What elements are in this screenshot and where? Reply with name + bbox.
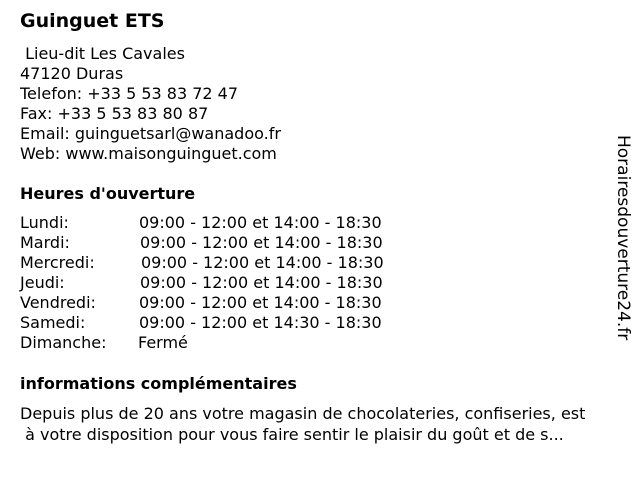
info-description — [20, 403, 632, 445]
business-name: Guinguet ETS — [20, 10, 165, 32]
web-line[interactable]: Web: www.maisonguinguet.com — [20, 144, 277, 163]
hours-row — [20, 313, 440, 333]
info-heading: informations complémentaires — [20, 374, 297, 393]
hours-day: Mardi: — [20, 233, 70, 252]
hours-day: Vendredi: — [20, 293, 96, 312]
hours-row — [20, 333, 440, 353]
hours-row — [20, 273, 440, 293]
fax-line: Fax: +33 5 53 83 80 87 — [20, 104, 209, 123]
hours-table — [20, 213, 440, 353]
watermark-label: Horairesdouverture24.fr — [613, 135, 633, 341]
hours-day: Samedi: — [20, 313, 86, 332]
hours-row — [20, 293, 440, 313]
hours-row — [20, 213, 440, 233]
info-line: à votre disposition pour vous faire sentir le plaisir du goût et de s... — [20, 425, 564, 444]
contact-block — [20, 44, 281, 164]
hours-time: Fermé — [138, 333, 188, 352]
address-city: 47120 Duras — [20, 64, 124, 83]
hours-row — [20, 233, 440, 253]
hours-time: 09:00 - 12:00 et 14:00 - 18:30 — [139, 213, 382, 232]
email-line[interactable]: Email: guinguetsarl@wanadoo.fr — [20, 124, 281, 143]
phone-line[interactable]: Telefon: +33 5 53 83 72 47 — [20, 84, 239, 103]
hours-row — [20, 253, 440, 273]
hours-time: 09:00 - 12:00 et 14:00 - 18:30 — [140, 233, 383, 252]
hours-day: Dimanche: — [20, 333, 107, 352]
hours-time: 09:00 - 12:00 et 14:00 - 18:30 — [141, 253, 384, 272]
hours-time: 09:00 - 12:00 et 14:00 - 18:30 — [139, 293, 382, 312]
info-line: Depuis plus de 20 ans votre magasin de chocolateries, confiseries, est — [20, 404, 586, 423]
hours-day: Mercredi: — [20, 253, 95, 272]
hours-heading: Heures d'ouverture — [20, 184, 196, 203]
hours-time: 09:00 - 12:00 et 14:30 - 18:30 — [139, 313, 382, 332]
address-street: Lieu-dit Les Cavales — [20, 44, 185, 63]
hours-time: 09:00 - 12:00 et 14:00 - 18:30 — [140, 273, 383, 292]
hours-day: Jeudi: — [20, 273, 65, 292]
hours-day: Lundi: — [20, 213, 69, 232]
